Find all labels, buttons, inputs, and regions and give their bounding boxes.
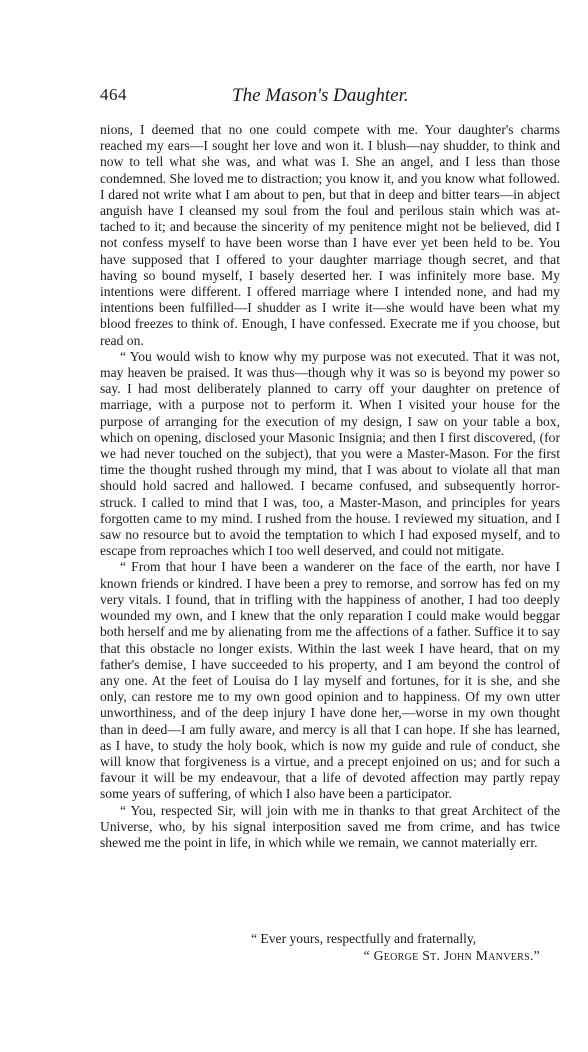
running-title: The Mason's Daughter.: [232, 85, 409, 106]
closing-line: “ Ever yours, respectfully and fraternally,: [251, 931, 477, 946]
paragraph-purpose: “ You would wish to know why my purpose was not executed. That it was not, may heaven be praised. It was thus—though why it was so is beyond my power so say. I had most deliberately planned to carry off your daughter on pretence of marriage, with a purpose not to perform it. When I visited your house for the purpose of arranging for the execution of my design, I saw on your table a box, which on opening, disclosed your Masonic Insignia; and then I first discovered, (for we had never touched on the subject), that you were a Master-Mason. For the first time the thought rushed through my mind, that I was about to violate all that man should hold sacred and hallowed. I became confused, and subsequently horror-struck. I called to mind that I was, too, a Master-Mason, and principles for years forgotten came to my mind. I rushed from the house. I reviewed my situation, and I saw no resource but to avoid the temptation to which I had exposed myself, and to escape from reproaches which I too well deserved, and could not mitigate.: [100, 348, 560, 559]
letter-body: [100, 122, 560, 851]
paragraph-continuation: nions, I deemed that no one could compete with me. Your daughter's charms reached my ears—I sought her love and won it. I blush—nay shudder, to think and now to tell what she was, and what was I. She an angel, and I less than those condemned. She loved me to distraction; you know it, and you know what followed. I dared not write what I am about to pen, but that in deep and bitter tears—in abject anguish have I cleansed my soul from the foul and perilous stain which was attached to it; and because the sincerity of my penitence might not be believed, did I not confess myself to have been worse than I have ever yet been held to be. You have supposed that I offered to your daughter marriage though secret, and that having so bound myself, I basely deserted her. I was infinitely more base. My intentions were different. I offered marriage where I intended none, and had my intentions been fulfilled—I shudder as I write it—she would have been what my blood freezes to think of. Enough, I have confessed. Execrate me if you choose, but read on.: [100, 122, 560, 348]
page-header: [100, 85, 560, 109]
page-number: 464: [100, 85, 127, 104]
signature-line: “ George St. John Manvers.”: [363, 948, 540, 963]
paragraph-thanks: “ You, respected Sir, will join with me in thanks to that great Architect of the Universe, who, by his signal interposition saved me from crime, and has twice shewed me the point in life, in which while we remain, we cannot materially err.: [100, 802, 560, 850]
paragraph-wanderer: “ From that hour I have been a wanderer on the face of the earth, nor have I known friends or kindred. I have been a prey to remorse, and sorrow has fed on my very vitals. I found, that in trifling with the happiness of another, I had too deeply wounded my own, and I knew that the only reparation I could make would beggar both herself and me by alienating from me the affections of a father. Suffice it to say that this obstacle no longer exists. Within the last week I have heard, that on my father's demise, I have succeeded to his property, and I am beyond the control of any one. At the feet of Louisa do I lay myself and fortunes, for it is she, and she only, can restore me to my own good opinion and to happiness. Of my own utter unworthiness, and of the deep injury I have done her,—worse in my own thought than in deed—I am fully aware, and mercy is all that I can hope. If she has learned, as I have, to study the holy book, which is now my guide and rule of conduct, she will know that forgiveness is a virtue, and a precept enjoined on us; and for such a favour it will be my endeavour, that a life of devoted affection may partly repay some years of suffering, of which I also have been a participator.: [100, 559, 560, 802]
